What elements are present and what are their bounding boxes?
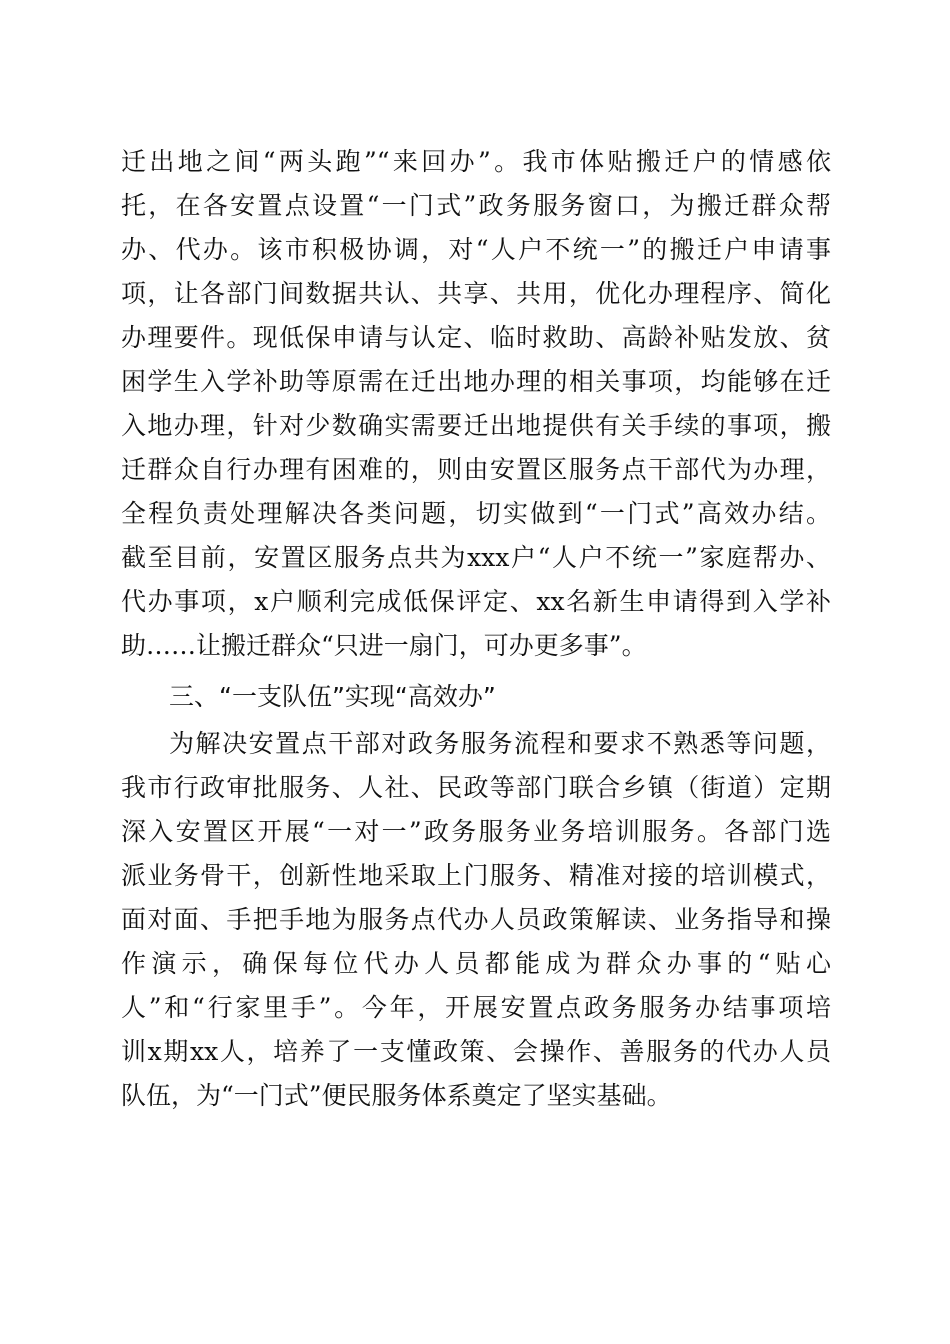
text-line: 截至目前，安置区服务点共为xxx户“人户不统一”家庭帮办、 xyxy=(121,543,831,572)
text-line: 办理要件。现低保申请与认定、临时救助、高龄补贴发放、贫 xyxy=(121,323,831,352)
text-line: 面对面、手把手地为服务点代办人员政策解读、业务指导和操 xyxy=(121,905,831,934)
text-line: 办、代办。该市积极协调，对“人户不统一”的搬迁户申请事 xyxy=(121,235,831,264)
text-line: 助……让搬迁群众“只进一扇门，可办更多事”。 xyxy=(121,631,647,660)
text-line: 迁出地之间“两头跑”“来回办”。我市体贴搬迁户的情感依 xyxy=(121,147,831,176)
text-line: 作演示，确保每位代办人员都能成为群众办事的“贴心 xyxy=(121,949,831,978)
section-heading: 三、“一支队伍”实现“高效办” xyxy=(169,682,496,711)
text-line: 人”和“行家里手”。今年，开展安置点政务服务办结事项培 xyxy=(121,993,831,1022)
text-line: 队伍，为“一门式”便民服务体系奠定了坚实基础。 xyxy=(121,1081,672,1110)
text-line: 全程负责处理解决各类问题，切实做到“一门式”高效办结。 xyxy=(121,499,831,528)
text-line: 代办事项，x户顺利完成低保评定、xx名新生申请得到入学补 xyxy=(121,587,831,616)
text-line: 训x期xx人，培养了一支懂政策、会操作、善服务的代办人员 xyxy=(121,1037,831,1066)
text-line: 深入安置区开展“一对一”政务服务业务培训服务。各部门选 xyxy=(121,817,831,846)
text-line: 入地办理，针对少数确实需要迁出地提供有关手续的事项，搬 xyxy=(121,411,831,440)
text-line: 项，让各部门间数据共认、共享、共用，优化办理程序、简化 xyxy=(121,279,831,308)
text-line: 托，在各安置点设置“一门式”政务服务窗口，为搬迁群众帮 xyxy=(121,191,831,220)
text-line: 我市行政审批服务、人社、民政等部门联合乡镇（街道）定期 xyxy=(121,773,831,802)
text-line: 迁群众自行办理有困难的，则由安置区服务点干部代为办理， xyxy=(121,455,831,484)
text-line: 为解决安置点干部对政务服务流程和要求不熟悉等问题， xyxy=(169,729,831,758)
text-line: 派业务骨干，创新性地采取上门服务、精准对接的培训模式， xyxy=(121,861,831,890)
text-line: 困学生入学补助等原需在迁出地办理的相关事项，均能够在迁 xyxy=(121,367,831,396)
